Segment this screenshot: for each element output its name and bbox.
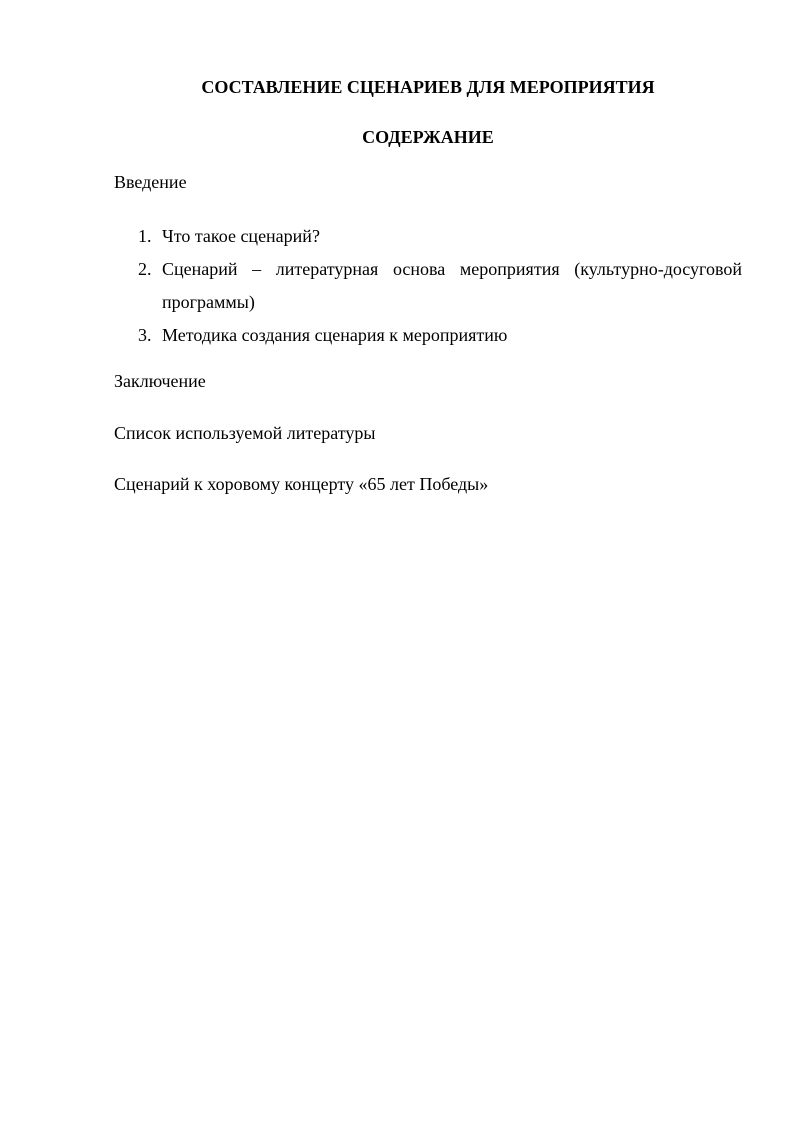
toc-conclusion: Заключение: [114, 371, 206, 391]
toc-appendix: Сценарий к хоровому концерту «65 лет Победы»: [114, 474, 489, 494]
toc-item-number: 2.: [138, 259, 152, 279]
toc-item-number: 3.: [138, 325, 152, 345]
toc-item-3: [114, 319, 742, 352]
document-title: СОСТАВЛЕНИЕ СЦЕНАРИЕВ ДЛЯ МЕРОПРИЯТИЯ: [201, 77, 655, 97]
toc-item-text: Сценарий – литературная основа мероприятия (культурно-досуговой программы): [162, 259, 742, 312]
toc-item-text: Что такое сценарий?: [162, 226, 320, 246]
toc-list: [114, 220, 742, 352]
toc-bibliography: Список используемой литературы: [114, 423, 376, 443]
toc-item-2: [114, 253, 742, 319]
toc-introduction: Введение: [114, 172, 187, 192]
toc-heading: СОДЕРЖАНИЕ: [362, 127, 494, 147]
toc-item-text: Методика создания сценария к мероприятию: [162, 325, 508, 345]
toc-item-number: 1.: [138, 226, 152, 246]
toc-item-1: [114, 220, 742, 253]
